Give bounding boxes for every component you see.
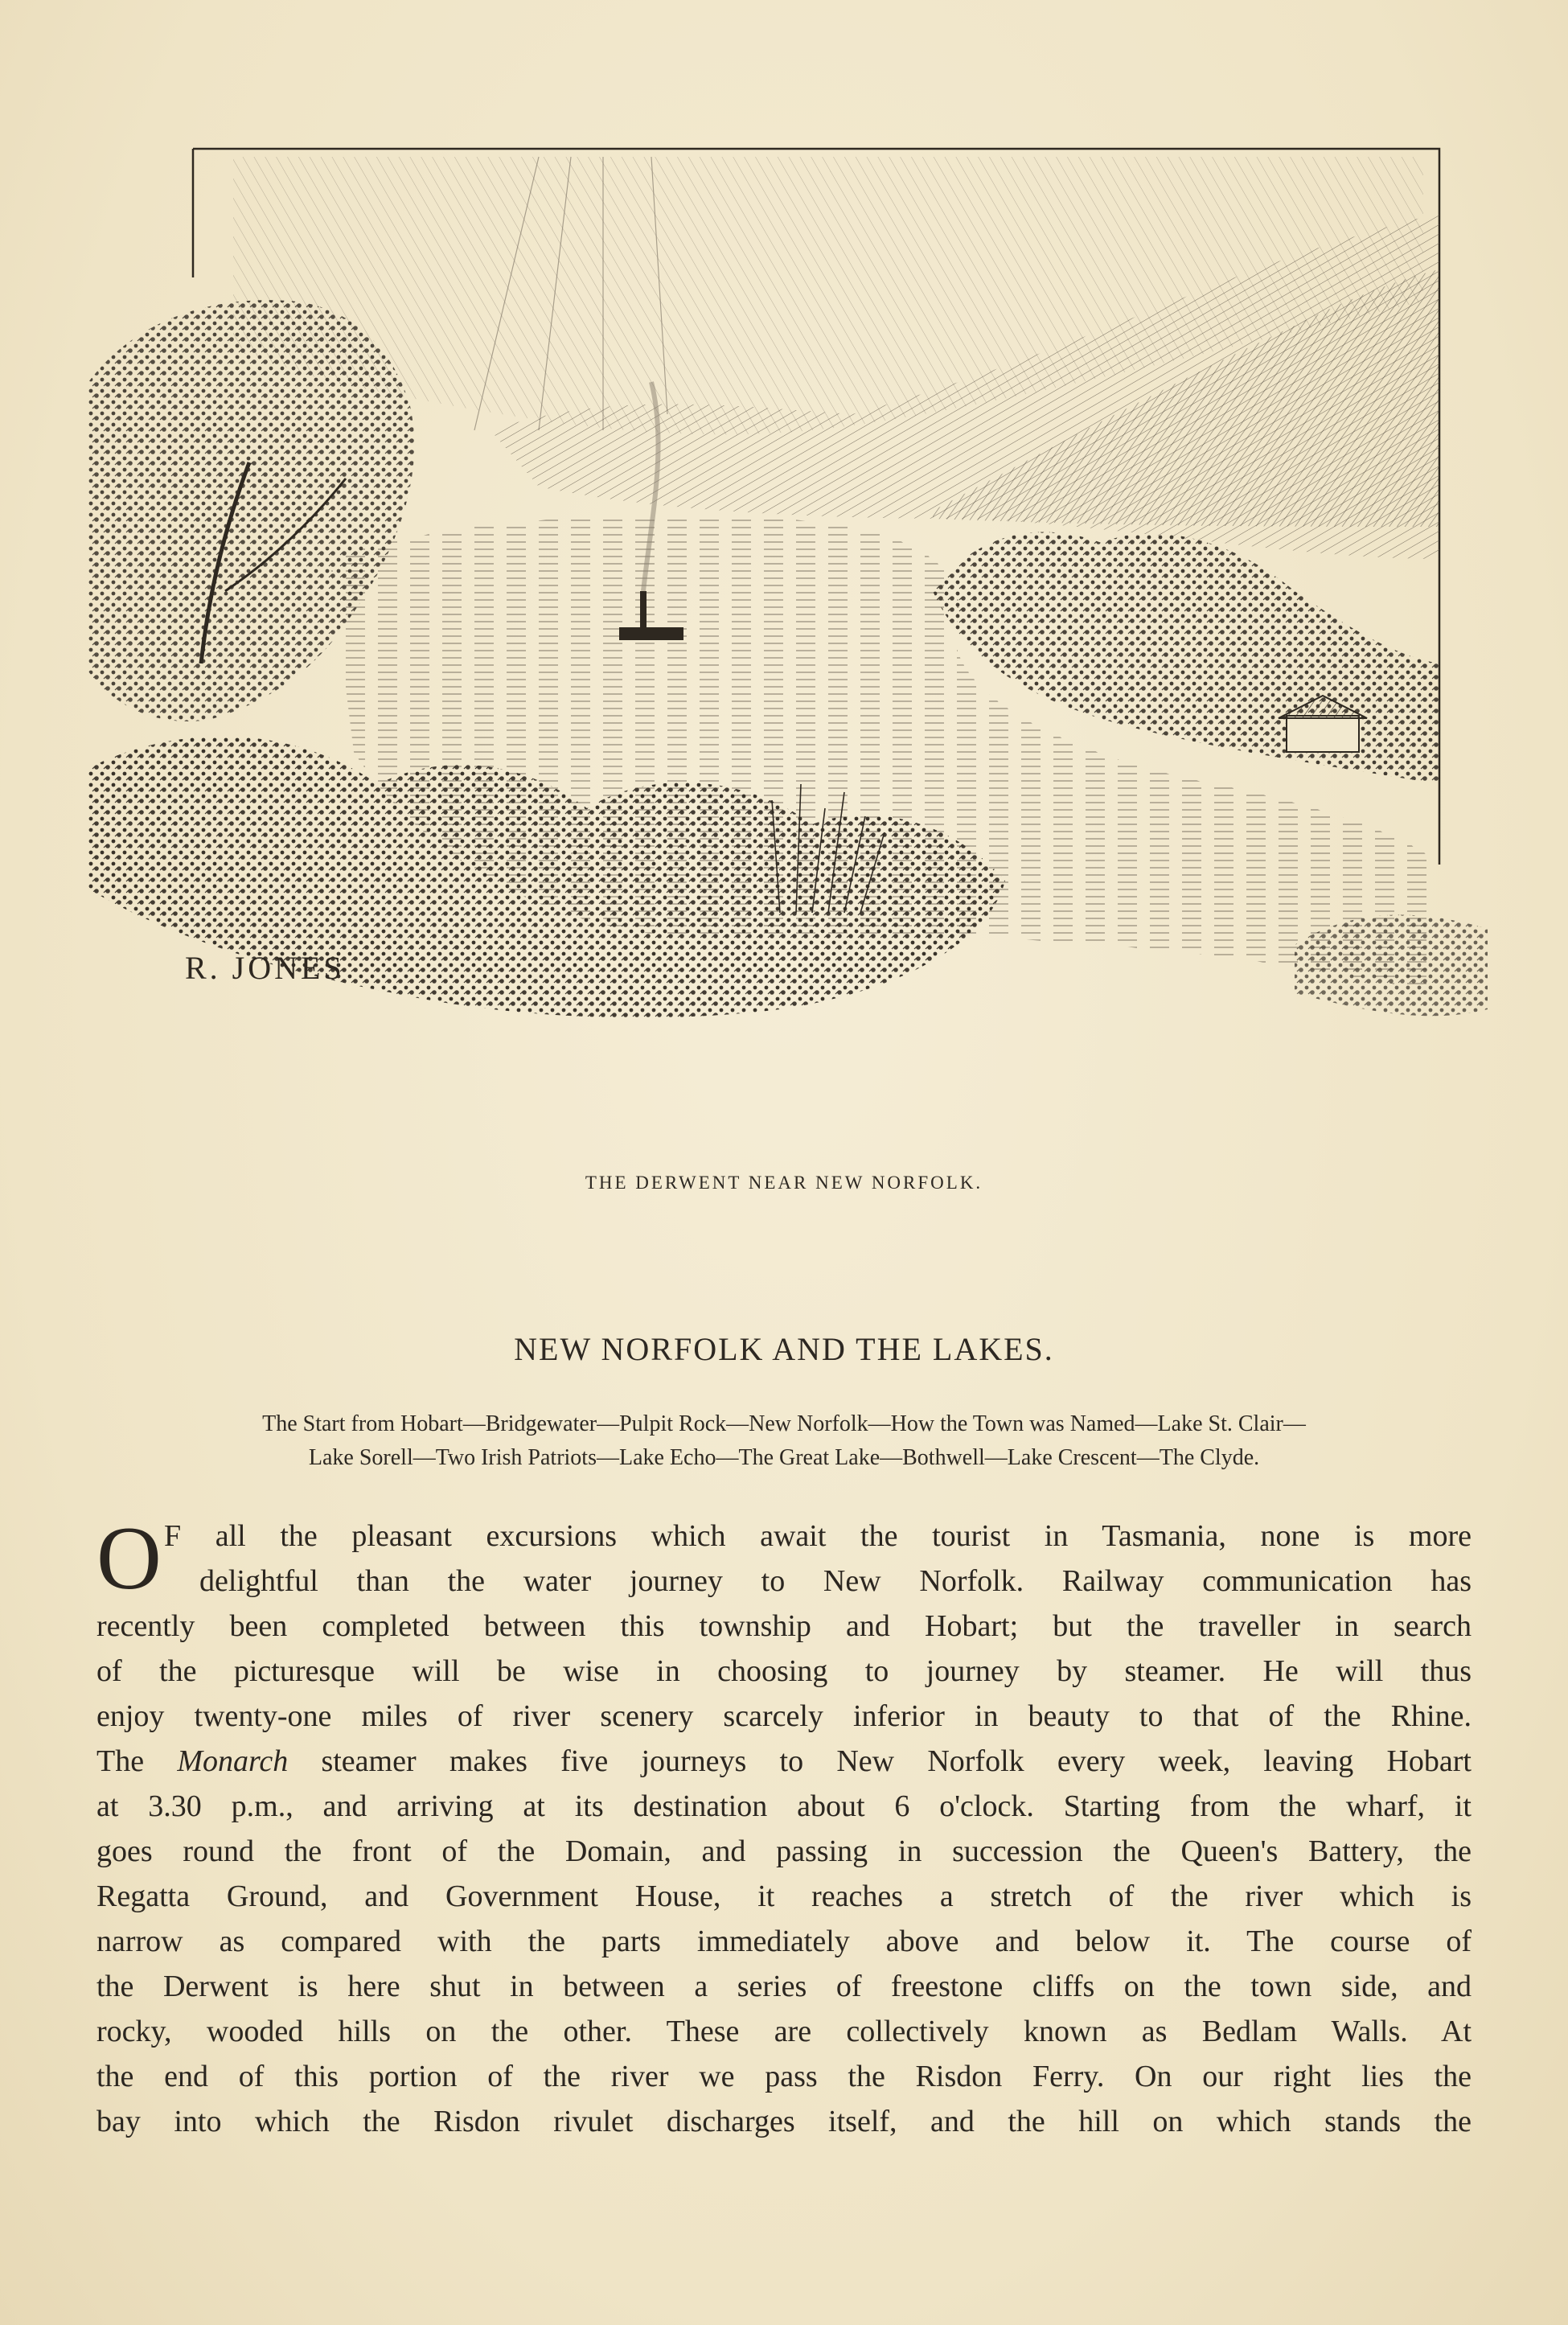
text-line: rocky, wooded hills on the other. These are collectively known as Bedlam Walls. At bbox=[96, 2015, 1472, 2048]
text-line: recently been completed between this township and Hobart; but the traveller in search bbox=[96, 1609, 1472, 1643]
text-line: the end of this portion of the river we pass the Risdon Ferry. On our right lies the bbox=[96, 2060, 1472, 2093]
chapter-title: NEW NORFOLK AND THE LAKES. bbox=[514, 1331, 1054, 1367]
text-line: of the picturesque will be wise in choosing to journey by steamer. He will thus bbox=[96, 1654, 1472, 1688]
ship-name: Monarch bbox=[177, 1744, 289, 1778]
artist-signature: R. JONES bbox=[185, 950, 345, 986]
text-line bbox=[96, 1739, 1472, 1784]
text-line: delightful than the water journey to New Norfolk. Railway communication has bbox=[199, 1564, 1472, 1598]
text-line: goes round the front of the Domain, and passing in succession the Queen's Battery, the bbox=[96, 1834, 1472, 1868]
text-line: Regatta Ground, and Government House, it reaches a stretch of the river which is bbox=[96, 1879, 1472, 1913]
engraving-illustration bbox=[88, 141, 1504, 1178]
text-fragment: steamer makes five journeys to New Norfolk every week, leaving Hobart bbox=[288, 1744, 1472, 1778]
text-line: narrow as compared with the parts immediately above and below it. The course of bbox=[96, 1924, 1472, 1958]
text-line: bay into which the Risdon rivulet discharges itself, and the hill on which stands the bbox=[96, 2105, 1472, 2138]
summary-line: Lake Sorell—Two Irish Patriots—Lake Echo—The Great Lake—Bothwell—Lake Crescent—The Clyde. bbox=[308, 1445, 1260, 1470]
engraving-river-landscape-icon bbox=[88, 141, 1504, 1178]
text-line: F all the pleasant excursions which await the tourist in Tasmania, none is more bbox=[164, 1519, 1472, 1553]
text-fragment: The bbox=[96, 1744, 178, 1778]
illustration-caption: THE DERWENT NEAR NEW NORFOLK. bbox=[585, 1173, 983, 1193]
chapter-summary bbox=[101, 1407, 1467, 1475]
text-line: the Derwent is here shut in between a series of freestone cliffs on the town side, and bbox=[96, 1970, 1472, 2003]
drop-cap: O bbox=[96, 1509, 162, 1608]
text-line: at 3.30 p.m., and arriving at its destination about 6 o'clock. Starting from the wharf, it bbox=[96, 1789, 1472, 1823]
body-text bbox=[96, 1509, 1472, 2144]
summary-line: The Start from Hobart—Bridgewater—Pulpit Rock—New Norfolk—How the Town was Named—Lake St. Clair— bbox=[262, 1411, 1306, 1436]
text-line: enjoy twenty-one miles of river scenery scarcely inferior in beauty to that of the Rhine. bbox=[96, 1699, 1472, 1733]
